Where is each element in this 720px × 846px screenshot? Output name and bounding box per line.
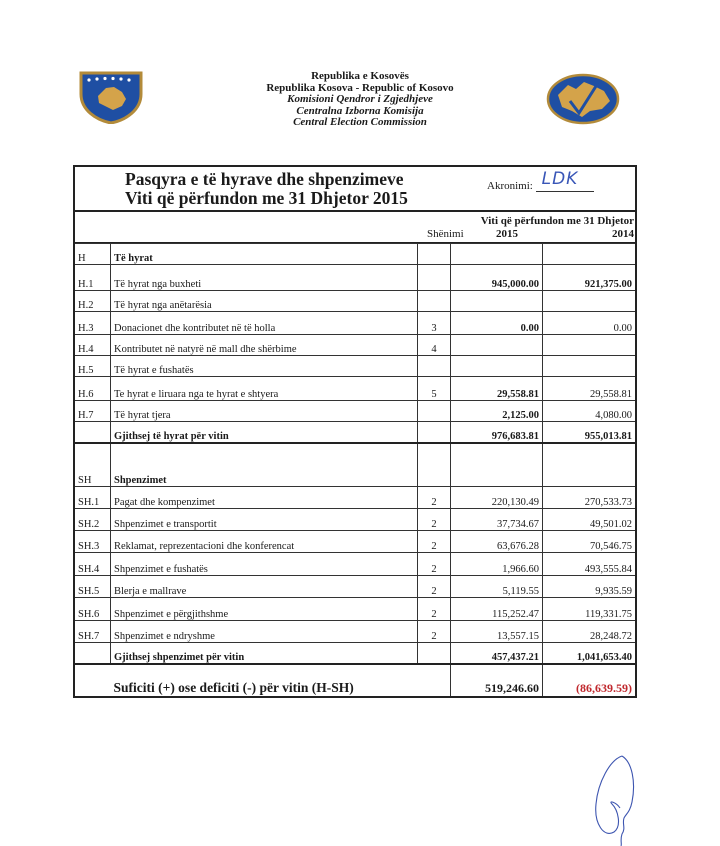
row-note: 5 [418,377,451,401]
row-note: 2 [418,598,451,621]
row-value-2014: 119,331.75 [543,598,636,621]
row-label: Shpenzimet [111,443,418,487]
row-code: H.1 [75,265,111,291]
row-value-2015: 63,676.28 [451,531,543,553]
table-row [75,291,635,312]
row-value-2014: 29,558.81 [543,377,636,401]
row-value-2015: 29,558.81 [451,377,543,401]
row-note: 2 [418,509,451,531]
row-value-2015: 5,119.55 [451,576,543,598]
row-value-2015: 2,125.00 [451,401,543,422]
row-label: Të hyrat tjera [111,401,418,422]
row-value-2014: 270,533.73 [543,487,636,509]
letterhead-line-5: Central Election Commission [293,116,427,128]
row-note: 3 [418,312,451,335]
row-value-2014: 28,248.72 [543,621,636,643]
deficit-2014: (86,639.59) [543,664,636,696]
row-code: H [75,244,111,265]
row-value-2014 [543,291,636,312]
row-note: 2 [418,576,451,598]
row-label: Donacionet dhe kontributet në të holla [111,312,418,335]
section-income [75,244,635,265]
row-code: SH [75,443,111,487]
section-expenses [75,443,635,487]
row-value-2015: 945,000.00 [451,265,543,291]
row-code: SH.6 [75,598,111,621]
table-row [75,598,635,621]
note-header: Shënimi [427,228,464,240]
row-value-2015: 115,252.47 [451,598,543,621]
expenses-total-label: Gjithsej shpenzimet për vitin [111,643,418,665]
row-label: Kontributet në natyrë në mall dhe shërbime [111,335,418,356]
year-2015-header: 2015 [496,228,518,240]
row-note [418,265,451,291]
row-label: Shpenzimet e fushatës [111,553,418,576]
row-value-2015 [451,291,543,312]
row-code: SH.2 [75,509,111,531]
table-row [75,265,635,291]
row-code: H.6 [75,377,111,401]
row-value-2014: 0.00 [543,312,636,335]
row-code: SH.3 [75,531,111,553]
table-row [75,312,635,335]
handwritten-signature [588,752,648,846]
acronym-field [487,169,594,192]
statement-table [75,243,635,696]
row-label: Të hyrat nga buxheti [111,265,418,291]
row-code: SH.7 [75,621,111,643]
row-value-2015: 220,130.49 [451,487,543,509]
row-label: Shpenzimet e ndryshme [111,621,418,643]
row-value-2014: 49,501.02 [543,509,636,531]
row-code: H.2 [75,291,111,312]
row-label: Shpenzimet e përgjithshme [111,598,418,621]
row-note: 2 [418,553,451,576]
row-value-2015 [451,356,543,377]
letterhead [200,71,520,129]
row-value-2015 [451,335,543,356]
year-2014-header: 2014 [612,228,634,240]
row-note [418,356,451,377]
letterhead-line-1: Republika e Kosovës [311,70,409,82]
cec-emblem-icon [546,73,620,125]
row-label: Reklamat, reprezentacioni dhe konferencat [111,531,418,553]
row-note: 4 [418,335,451,356]
row-code: H.5 [75,356,111,377]
row-label: Të hyrat [111,244,418,265]
row-value-2014: 921,375.00 [543,265,636,291]
row-value-2014: 4,080.00 [543,401,636,422]
kosovo-coat-of-arms-icon [78,70,144,124]
row-label: Te hyrat e liruara nga te hyrat e shtyera [111,377,418,401]
income-total-2014: 955,013.81 [543,422,636,444]
row-label: Të hyrat e fushatës [111,356,418,377]
table-row [75,377,635,401]
row-note [418,401,451,422]
row-value-2015: 37,734.67 [451,509,543,531]
row-value-2014 [543,335,636,356]
table-row [75,509,635,531]
table-row [75,401,635,422]
row-note [418,291,451,312]
row-label: Të hyrat nga anëtarësia [111,291,418,312]
acronym-line [536,169,594,192]
income-total-2015: 976,683.81 [451,422,543,444]
table-row [75,531,635,553]
row-value-2014 [543,356,636,377]
expenses-total-2015: 457,437.21 [451,643,543,665]
column-headers [75,212,635,243]
table-row [75,553,635,576]
row-code: SH.1 [75,487,111,509]
row-note: 2 [418,621,451,643]
row-value-2015: 0.00 [451,312,543,335]
table-row [75,487,635,509]
table-row [75,576,635,598]
title-line-1: Pasqyra e të hyrave dhe shpenzimeve [125,169,404,189]
row-code: H.3 [75,312,111,335]
letterhead-line-4: Centralna Izborna Komisija [296,104,424,117]
row-value-2014: 70,546.75 [543,531,636,553]
row-label: Shpenzimet e transportit [111,509,418,531]
letterhead-line-2: Republika Kosova - Republic of Kosovo [266,81,454,94]
title-line-2: Viti që përfundon me 31 Dhjetor 2015 [125,188,408,208]
row-code: H.4 [75,335,111,356]
expenses-total-2014: 1,041,653.40 [543,643,636,665]
acronym-value: LDK [541,169,579,189]
statement-title [125,170,408,208]
table-row [75,356,635,377]
row-code: SH.4 [75,553,111,576]
letterhead-line-3: Komisioni Qendror i Zgjedhjeve [287,93,433,105]
row-value-2014: 493,555.84 [543,553,636,576]
row-value-2015: 1,966.60 [451,553,543,576]
row-label: Blerja e mallrave [111,576,418,598]
row-value-2015: 13,557.15 [451,621,543,643]
surplus-deficit-label: Suficiti (+) ose deficiti (-) për vitin (H-SH) [111,664,451,696]
row-label: Pagat dhe kompenzimet [111,487,418,509]
acronym-label: Akronimi: [487,180,533,192]
row-note: 2 [418,487,451,509]
income-expense-statement [73,165,637,698]
row-value-2014: 9,935.59 [543,576,636,598]
row-note: 2 [418,531,451,553]
statement-header [75,167,635,212]
row-code: SH.5 [75,576,111,598]
row-code: H.7 [75,401,111,422]
period-header: Viti që përfundon me 31 Dhjetor [480,215,634,227]
table-row [75,335,635,356]
income-total-label: Gjithsej të hyrat për vitin [111,422,418,444]
surplus-2015: 519,246.60 [451,664,543,696]
surplus-deficit-row [75,664,635,696]
expenses-total-row [75,643,635,665]
table-row [75,621,635,643]
income-total-row [75,422,635,444]
